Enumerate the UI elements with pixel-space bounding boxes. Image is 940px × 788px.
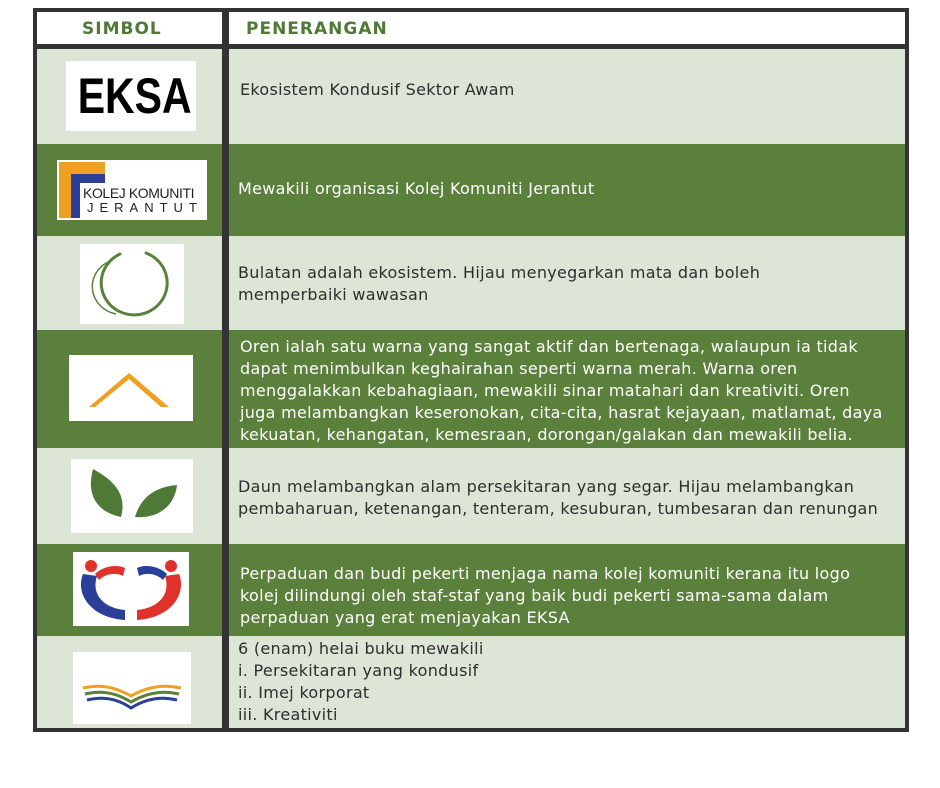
table-row [37, 636, 905, 728]
table-row [37, 49, 905, 144]
eksa-logo-text: EKSA [77, 68, 192, 124]
header-simbol: SIMBOL [82, 19, 162, 39]
row-description: Ekosistem Kondusif Sektor Awam [240, 80, 515, 99]
row-description: Daun melambangkan alam persekitaran yang segar. Hijau melambangkan pembaharuan, ketenangan, tenteram, kesuburan, tumbesaran dan renungan [238, 477, 879, 518]
row-description: Mewakili organisasi Kolej Komuniti Jerantut [238, 179, 595, 198]
row-description: Perpaduan dan budi pekerti menjaga nama kolej komuniti kerana itu logo kolej dilindungi oleh staf-staf yang baik budi pekerti sama-sama dalam perpaduan yang erat menjayakan EKSA [240, 564, 851, 627]
orange-chevron-icon [69, 355, 193, 421]
table-row [37, 330, 905, 448]
leaves-icon [71, 459, 193, 533]
column-divider [222, 8, 229, 728]
header-penerangan: PENERANGAN [246, 19, 388, 39]
table-header [37, 12, 905, 49]
orange-roof-logo [69, 355, 193, 421]
eksa-logo [66, 61, 196, 131]
kolej-komuniti-logo [57, 160, 207, 220]
leaf-logo [71, 459, 193, 533]
row-description: 6 (enam) helai buku mewakili i. Persekitaran yang kondusif ii. Imej korporat iii. Kreativiti [238, 639, 484, 724]
row-description: Oren ialah satu warna yang sangat aktif dan bertenaga, walaupun ia tidak dapat menimbulkan keghairahan seperti warna merah. Warna oren menggalakkan kebahagiaan, mewakili sinar matahari dan kreativiti. Oren juga melambangkan keseronokan, cita-cita, hasrat kejayaan, matlamat, daya kekuatan, kehangatan, kemesraan, dorongan/galakan dan mewakili belia. [240, 337, 883, 444]
row-description: Bulatan adalah ekosistem. Hijau menyegarkan mata dan boleh memperbaiki wawasan [238, 263, 761, 304]
table-row [37, 236, 905, 330]
table-row [37, 544, 905, 636]
unity-logo [73, 552, 189, 626]
table-row [37, 448, 905, 544]
circle-logo [80, 244, 184, 324]
jerantut-text: JERANTUT [87, 200, 203, 215]
kolej-komuniti-text: KOLEJ KOMUNITI [83, 185, 195, 201]
green-circle-icon [80, 244, 184, 324]
unity-people-icon [73, 552, 189, 626]
table-row [37, 144, 905, 236]
open-book-icon [73, 652, 191, 724]
book-logo [73, 652, 191, 724]
